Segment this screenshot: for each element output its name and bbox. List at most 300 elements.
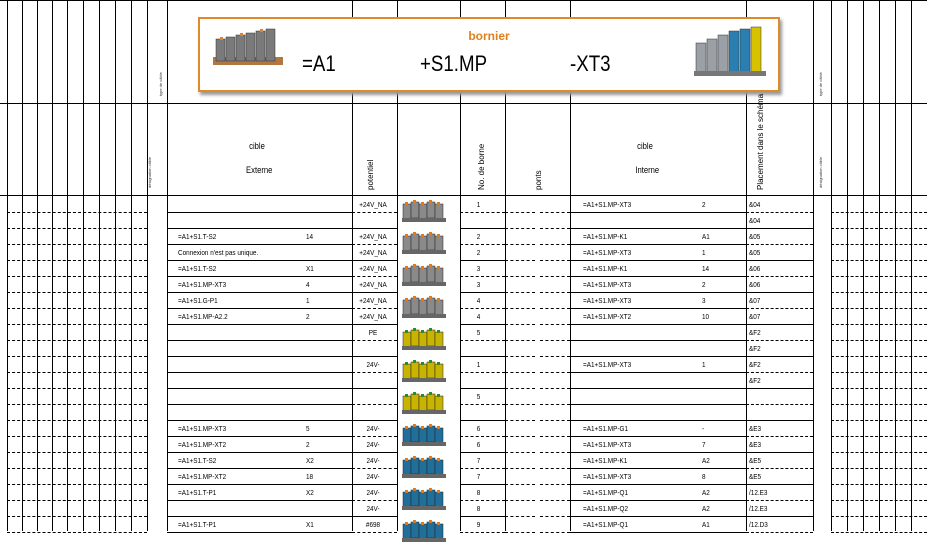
row-dashed-line [7, 356, 147, 357]
right-internal-header: Interne [635, 165, 660, 175]
row-line [167, 484, 352, 485]
potential-cell: 24V- [366, 472, 380, 481]
cable-type-label-left: type de câble [158, 72, 163, 96]
bridges-header: ponts [534, 170, 543, 190]
schematic-page-cell: &04 [749, 200, 761, 209]
potential-cell: +24V_NA [359, 312, 387, 321]
header-bottom-border [0, 195, 927, 196]
terminal-number-cell: 2 [476, 232, 481, 241]
terminal-block-left-image [208, 27, 288, 79]
terminal-block-icon [400, 358, 448, 382]
internal-target-cell: =A1+S1.MP-Q1 [583, 520, 629, 529]
row-dashed-line [831, 436, 927, 437]
internal-pin-cell: 2 [702, 280, 706, 289]
schematic-page-cell: &06 [749, 280, 761, 289]
internal-pin-cell: - [702, 424, 705, 433]
internal-pin-cell: 7 [702, 440, 706, 449]
bridge-dash [505, 420, 535, 421]
internal-target-cell: =A1+S1.MP-XT3 [583, 200, 632, 209]
internal-target-cell: =A1+S1.MP-XT3 [583, 360, 632, 369]
row-line [167, 420, 352, 421]
terminal-number-cell: 6 [476, 424, 481, 433]
bridge-dash [505, 228, 535, 229]
row-line [352, 228, 397, 229]
row-dashed-line [7, 228, 147, 229]
row-line [746, 212, 813, 213]
row-line [746, 532, 813, 533]
external-target-cell: =A1+S1.T-S2 [178, 264, 217, 273]
row-line [570, 292, 746, 293]
terminal-block-icon [400, 486, 448, 510]
bridge-dash [540, 356, 570, 357]
row-line [746, 516, 813, 517]
cable-designation-label-left: désignation câble [147, 156, 152, 188]
row-dashed-line [831, 404, 927, 405]
row-line [570, 468, 746, 469]
row-line [746, 228, 813, 229]
row-line [167, 388, 352, 389]
row-line [460, 484, 505, 485]
bridge-dash [540, 244, 570, 245]
row-dashed-line [7, 404, 147, 405]
header-top-border [0, 0, 927, 1]
bridge-dash [505, 388, 535, 389]
row-line [352, 532, 397, 533]
row-line [352, 420, 397, 421]
potential-cell: 24V- [366, 360, 380, 369]
row-line [746, 340, 813, 341]
terminal-block-icon [400, 262, 448, 286]
row-line [167, 372, 352, 373]
row-dashed-line [7, 388, 147, 389]
bridge-dash [505, 500, 535, 501]
row-line [746, 468, 813, 469]
bridge-dash [540, 436, 570, 437]
row-line [460, 228, 505, 229]
row-line [167, 276, 352, 277]
internal-pin-cell: 1 [702, 360, 706, 369]
row-line [167, 228, 352, 229]
row-line [352, 500, 397, 501]
row-line [570, 228, 746, 229]
bridge-dash [540, 228, 570, 229]
external-pin-cell: 4 [306, 280, 310, 289]
terminal-block-icon [400, 326, 448, 350]
bridge-dash [540, 532, 570, 533]
row-line [167, 532, 352, 533]
bridge-dash [540, 276, 570, 277]
row-line [460, 404, 505, 405]
row-line [352, 340, 397, 341]
schematic-page-cell: &07 [749, 296, 761, 305]
bridge-dash [540, 500, 570, 501]
row-dashed-line [7, 532, 147, 533]
bridge-dash [540, 468, 570, 469]
external-target-cell: =A1+S1.G-P1 [178, 296, 218, 305]
external-target-cell: =A1+S1.T-S2 [178, 232, 217, 241]
row-dashed-line [831, 356, 927, 357]
row-line [460, 436, 505, 437]
row-line [460, 452, 505, 453]
schematic-page-cell: &E5 [749, 472, 762, 481]
internal-pin-cell: 2 [702, 200, 706, 209]
external-target-cell: =A1+S1.MP-A2.2 [178, 312, 228, 321]
row-line [167, 324, 352, 325]
internal-target-cell: =A1+S1.MP-K1 [583, 456, 628, 465]
row-line [167, 292, 352, 293]
row-dashed-line [831, 516, 927, 517]
terminal-number-cell: 1 [476, 360, 481, 369]
external-pin-cell: 2 [306, 440, 310, 449]
potential-cell: +24V_NA [359, 264, 387, 273]
row-line [352, 516, 397, 517]
schematic-page-cell: &07 [749, 312, 761, 321]
external-pin-cell: 18 [306, 472, 314, 481]
potential-cell: 24V- [366, 504, 380, 513]
row-line [352, 260, 397, 261]
external-target-cell: =A1+S1.T-P1 [178, 520, 217, 529]
row-dashed-line [7, 324, 147, 325]
row-line [570, 308, 746, 309]
bridge-dash [505, 244, 535, 245]
row-line [746, 244, 813, 245]
row-line [460, 500, 505, 501]
row-line [352, 404, 397, 405]
bridge-dash [505, 356, 535, 357]
bridge-dash [505, 292, 535, 293]
row-line [570, 244, 746, 245]
row-line [167, 356, 352, 357]
external-pin-cell: X1 [306, 520, 314, 529]
row-line [570, 420, 746, 421]
cable-type-label-right: type de câble [818, 72, 823, 96]
internal-pin-cell: 8 [702, 472, 706, 481]
row-line [570, 436, 746, 437]
placement-header: Placement dans le schéma [756, 93, 765, 190]
row-line [167, 308, 352, 309]
terminal-number-cell: 6 [476, 440, 481, 449]
row-dashed-line [7, 436, 147, 437]
bridge-dash [505, 452, 535, 453]
bridge-dash [540, 372, 570, 373]
terminal-number-header: No. de borne [477, 143, 486, 190]
bridge-dash [540, 292, 570, 293]
row-line [460, 308, 505, 309]
row-line [746, 372, 813, 373]
row-dashed-line [831, 228, 927, 229]
row-line [352, 468, 397, 469]
bridge-dash [505, 372, 535, 373]
schematic-page-cell: &F2 [749, 376, 761, 385]
terminal-number-cell: 7 [476, 472, 481, 481]
row-line [570, 388, 746, 389]
row-line [746, 324, 813, 325]
row-line [570, 356, 746, 357]
row-line [167, 260, 352, 261]
banner-tag: -XT3 [570, 51, 611, 76]
row-line [570, 532, 746, 533]
internal-target-cell: =A1+S1.MP-XT3 [583, 296, 632, 305]
row-line [746, 500, 813, 501]
row-line [570, 516, 746, 517]
schematic-page-cell: &04 [749, 216, 761, 225]
row-line [570, 212, 746, 213]
row-line [746, 436, 813, 437]
external-pin-cell: 5 [306, 424, 310, 433]
bridge-dash [540, 340, 570, 341]
external-target-cell: Connexion n'est pas unique. [178, 248, 259, 257]
row-line [460, 212, 505, 213]
row-dashed-line [7, 276, 147, 277]
terminal-number-cell: 5 [476, 328, 481, 337]
internal-target-cell: =A1+S1.MP-Q1 [583, 488, 629, 497]
header-divider [0, 103, 927, 104]
potential-cell: 24V- [366, 488, 380, 497]
row-dashed-line [7, 372, 147, 373]
row-line [460, 340, 505, 341]
row-line [352, 212, 397, 213]
potential-cell: 24V- [366, 424, 380, 433]
internal-target-cell: =A1+S1.MP-XT2 [583, 312, 632, 321]
row-line [352, 356, 397, 357]
banner-location: +S1.MP [420, 51, 488, 76]
row-line [746, 484, 813, 485]
internal-target-cell: =A1+S1.MP-XT3 [583, 472, 632, 481]
row-dashed-line [831, 244, 927, 245]
potential-cell: #698 [365, 520, 381, 529]
row-line [746, 260, 813, 261]
terminal-number-cell: 7 [476, 456, 481, 465]
row-dashed-line [831, 372, 927, 373]
internal-target-cell: =A1+S1.MP-K1 [583, 232, 628, 241]
external-target-cell: =A1+S1.T-S2 [178, 456, 217, 465]
schematic-page-cell: /12.E3 [749, 504, 768, 513]
terminal-block-icon [400, 454, 448, 478]
row-line [460, 388, 505, 389]
external-pin-cell: X1 [306, 264, 314, 273]
row-line [352, 244, 397, 245]
row-dashed-line [7, 484, 147, 485]
terminal-block-icon [400, 390, 448, 414]
external-pin-cell: 14 [306, 232, 314, 241]
bridge-dash [540, 388, 570, 389]
internal-pin-cell: A2 [702, 504, 710, 513]
bridge-dash [505, 212, 535, 213]
row-line [352, 436, 397, 437]
row-line [746, 388, 813, 389]
row-line [352, 324, 397, 325]
bridge-dash [505, 436, 535, 437]
row-line [570, 404, 746, 405]
external-target-cell: =A1+S1.MP-XT2 [178, 440, 227, 449]
row-line [746, 308, 813, 309]
row-line [570, 500, 746, 501]
row-line [746, 292, 813, 293]
row-line [746, 276, 813, 277]
row-dashed-line [831, 340, 927, 341]
bridge-dash [505, 324, 535, 325]
schematic-page-cell: &05 [749, 248, 761, 257]
external-target-cell: =A1+S1.T-P1 [178, 488, 217, 497]
row-dashed-line [7, 308, 147, 309]
terminal-number-cell: 3 [476, 280, 481, 289]
grid-column-line [147, 0, 148, 531]
row-dashed-line [831, 500, 927, 501]
bridge-dash [505, 260, 535, 261]
terminal-block-right-image [690, 23, 774, 83]
row-line [746, 356, 813, 357]
internal-target-cell: =A1+S1.MP-Q2 [583, 504, 629, 513]
bridge-dash [505, 468, 535, 469]
row-dashed-line [831, 388, 927, 389]
potential-cell: +24V_NA [359, 280, 387, 289]
row-line [352, 484, 397, 485]
schematic-page-cell: &F2 [749, 344, 761, 353]
row-dashed-line [7, 420, 147, 421]
row-line [570, 324, 746, 325]
row-dashed-line [7, 500, 147, 501]
row-line [352, 452, 397, 453]
bridge-dash [540, 308, 570, 309]
row-line [167, 404, 352, 405]
terminal-block-icon [400, 230, 448, 254]
internal-pin-cell: A2 [702, 456, 710, 465]
row-line [570, 372, 746, 373]
row-line [460, 532, 505, 533]
row-dashed-line [831, 212, 927, 213]
row-line [167, 500, 352, 501]
internal-pin-cell: A1 [702, 232, 710, 241]
bridge-dash [540, 404, 570, 405]
row-line [167, 452, 352, 453]
row-line [570, 276, 746, 277]
external-pin-cell: X2 [306, 456, 314, 465]
terminal-number-cell: 1 [476, 200, 481, 209]
row-dashed-line [7, 468, 147, 469]
bridge-dash [540, 516, 570, 517]
bridge-dash [540, 260, 570, 261]
potential-header: potentiel [366, 159, 375, 190]
banner-function: =A1 [302, 51, 336, 76]
row-line [746, 404, 813, 405]
bridge-dash [505, 532, 535, 533]
bridge-dash [540, 420, 570, 421]
schematic-page-cell: /12.E3 [749, 488, 768, 497]
row-line [460, 244, 505, 245]
schematic-page-cell: &F2 [749, 360, 761, 369]
internal-target-cell: =A1+S1.MP-K1 [583, 264, 628, 273]
internal-pin-cell: A2 [702, 488, 710, 497]
bridge-dash [540, 452, 570, 453]
terminal-number-cell: 4 [476, 312, 481, 321]
terminal-block-icon [400, 294, 448, 318]
row-line [460, 468, 505, 469]
schematic-page-cell: &E5 [749, 456, 762, 465]
row-dashed-line [831, 468, 927, 469]
row-line [570, 260, 746, 261]
row-line [352, 308, 397, 309]
row-line [570, 452, 746, 453]
internal-target-cell: =A1+S1.MP-G1 [583, 424, 629, 433]
row-line [460, 276, 505, 277]
external-target-cell: =A1+S1.MP-XT2 [178, 472, 227, 481]
terminal-number-cell: 8 [476, 504, 481, 513]
row-line [460, 372, 505, 373]
external-pin-cell: 1 [306, 296, 310, 305]
potential-cell: 24V- [366, 456, 380, 465]
row-dashed-line [831, 324, 927, 325]
internal-target-cell: =A1+S1.MP-XT3 [583, 440, 632, 449]
bridge-dash [540, 212, 570, 213]
row-line [746, 420, 813, 421]
potential-cell: +24V_NA [359, 232, 387, 241]
terminal-number-cell: 2 [476, 248, 481, 257]
bridge-dash [540, 324, 570, 325]
row-line [570, 340, 746, 341]
schematic-page-cell: &F2 [749, 328, 761, 337]
external-target-cell: =A1+S1.MP-XT3 [178, 424, 227, 433]
terminal-number-cell: 9 [476, 520, 481, 529]
terminal-strip-banner [198, 17, 780, 92]
row-dashed-line [7, 516, 147, 517]
row-dashed-line [831, 484, 927, 485]
internal-pin-cell: 1 [702, 248, 706, 257]
bridge-dash [505, 308, 535, 309]
row-dashed-line [7, 212, 147, 213]
internal-pin-cell: 3 [702, 296, 706, 305]
row-line [460, 292, 505, 293]
row-dashed-line [831, 308, 927, 309]
bridge-dash [505, 276, 535, 277]
row-dashed-line [831, 452, 927, 453]
internal-pin-cell: 10 [702, 312, 710, 321]
potential-cell: +24V_NA [359, 248, 387, 257]
terminal-block-icon [400, 518, 448, 542]
terminal-block-icon [400, 422, 448, 446]
left-external-header: Externe [246, 165, 273, 175]
internal-target-cell: =A1+S1.MP-XT3 [583, 280, 632, 289]
row-line [352, 388, 397, 389]
grid-column-line [813, 0, 814, 531]
row-dashed-line [7, 260, 147, 261]
banner-title: bornier [468, 29, 510, 43]
row-line [352, 372, 397, 373]
schematic-page-cell: /12.D3 [749, 520, 768, 529]
terminal-number-cell: 5 [476, 392, 481, 401]
left-target-header: cible [249, 141, 265, 151]
potential-cell: +24V_NA [359, 296, 387, 305]
external-pin-cell: 2 [306, 312, 310, 321]
terminal-number-cell: 4 [476, 296, 481, 305]
row-dashed-line [831, 260, 927, 261]
row-line [746, 452, 813, 453]
external-target-cell: =A1+S1.MP-XT3 [178, 280, 227, 289]
row-line [460, 420, 505, 421]
external-pin-cell: X2 [306, 488, 314, 497]
right-target-header: cible [637, 141, 653, 151]
row-dashed-line [831, 532, 927, 533]
row-dashed-line [7, 244, 147, 245]
row-dashed-line [831, 420, 927, 421]
schematic-page-cell: &06 [749, 264, 761, 273]
row-line [460, 356, 505, 357]
row-line [167, 244, 352, 245]
row-line [352, 292, 397, 293]
row-line [167, 468, 352, 469]
schematic-page-cell: &05 [749, 232, 761, 241]
schematic-page-cell: &E3 [749, 424, 762, 433]
terminal-number-cell: 3 [476, 264, 481, 273]
